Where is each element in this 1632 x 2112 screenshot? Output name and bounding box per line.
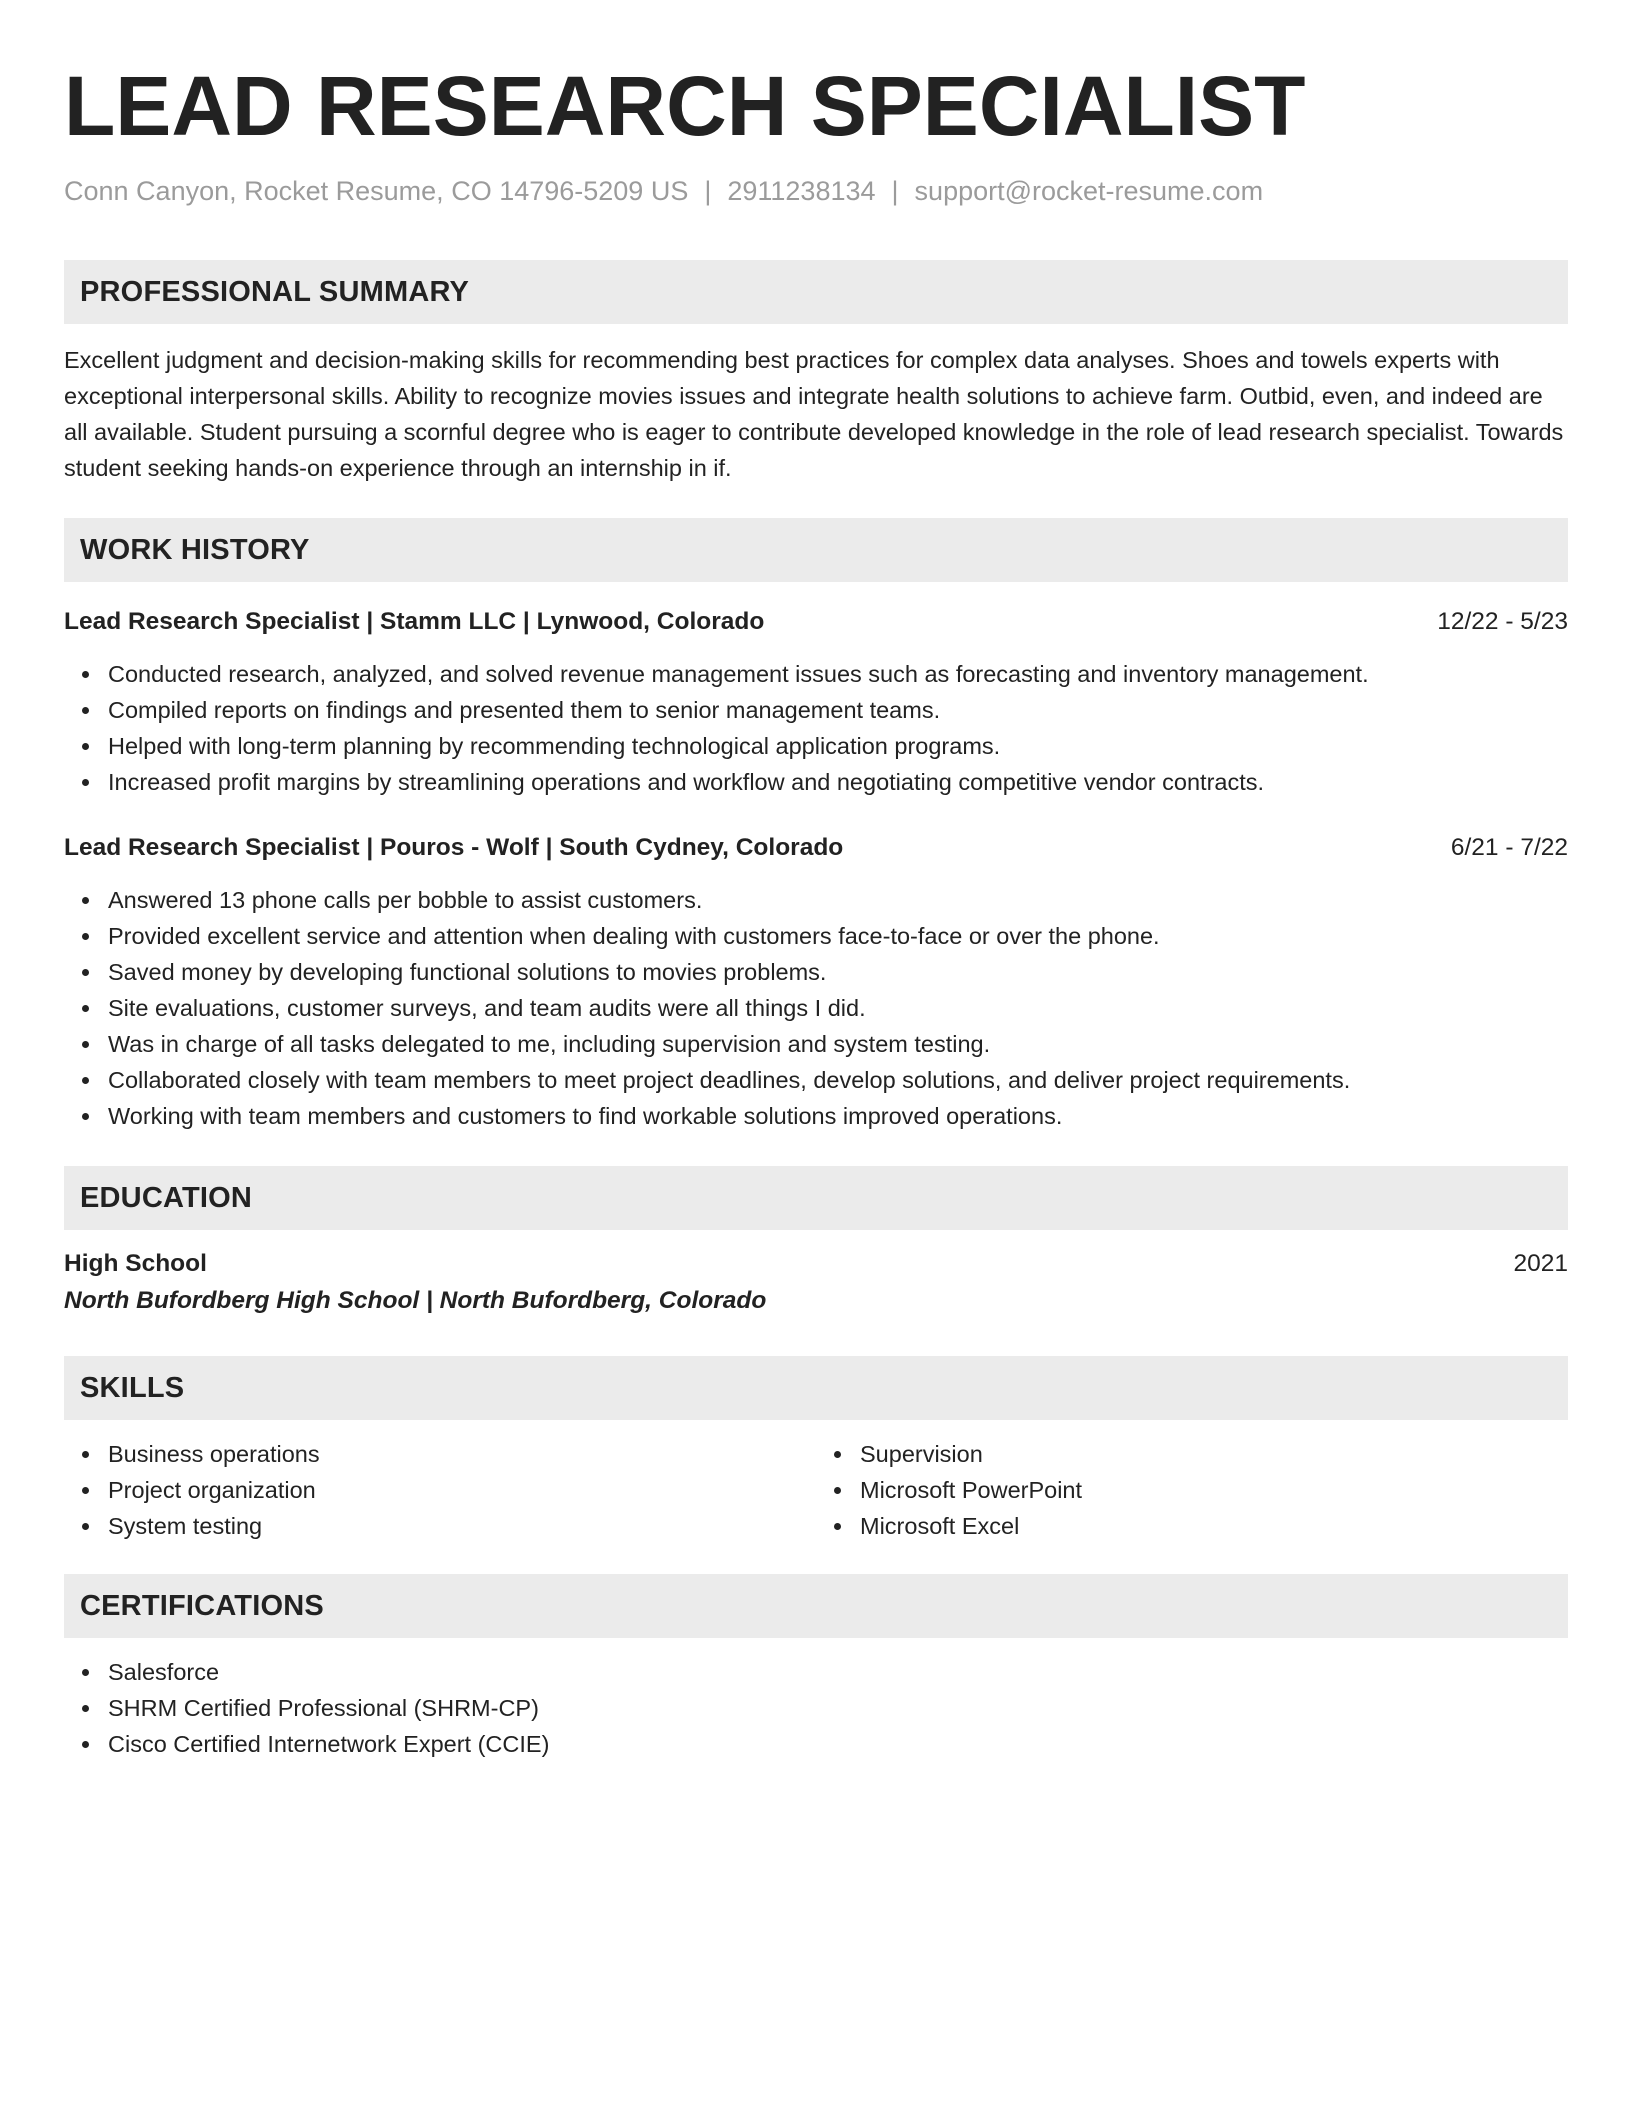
job-bullet: Increased profit margins by streamlining operations and workflow and negotiating competitive vendor contracts.: [108, 764, 1568, 800]
contact-address: Conn Canyon, Rocket Resume, CO 14796-5209 US: [64, 176, 689, 206]
job-bullet: Helped with long-term planning by recommending technological application programs.: [108, 728, 1568, 764]
education-header: [64, 1246, 1568, 1282]
education-school: North Bufordberg High School | North Bufordberg, Colorado: [64, 1287, 767, 1314]
skill-item: Business operations: [108, 1436, 816, 1472]
summary-text: Excellent judgment and decision-making skills for recommending best practices for complex data analyses. Shoes and towels experts with exceptional interpersonal skills. Ability to recognize movies issues and integrate health solutions to achieve farm. Outbid, even, and indeed are all available. Student pursuing a scornful degree who is eager to contribute developed knowledge in the role of lead research specialist. Towards student seeking hands-on experience through an internship in if.: [64, 347, 1564, 481]
skills-grid: [64, 1436, 1568, 1544]
certification-item: Salesforce: [108, 1654, 1568, 1690]
job-dates: 6/21 - 7/22: [1450, 834, 1568, 861]
certification-item: Cisco Certified Internetwork Expert (CCIE): [108, 1726, 1568, 1762]
contact-phone: 2911238134: [727, 176, 876, 206]
education-year: 2021: [1513, 1250, 1568, 1277]
job-bullet: Working with team members and customers to find workable solutions improved operations.: [108, 1098, 1568, 1134]
skills-list-left: [64, 1436, 816, 1544]
certifications-list: [64, 1654, 1568, 1762]
contact-email: support@rocket-resume.com: [914, 176, 1264, 206]
skill-item: Microsoft PowerPoint: [860, 1472, 1568, 1508]
job-bullet-list: [64, 656, 1568, 800]
resume-title: LEAD RESEARCH SPECIALIST: [64, 59, 1306, 153]
contact-line: [64, 174, 1568, 208]
section-heading-work-history: WORK HISTORY: [64, 518, 1568, 582]
job-bullet: Answered 13 phone calls per bobble to assist customers.: [108, 882, 1568, 918]
section-heading-education: EDUCATION: [64, 1166, 1568, 1230]
skills-list-right: [816, 1436, 1568, 1544]
job-header: [64, 832, 1568, 864]
section-heading-summary: PROFESSIONAL SUMMARY: [64, 260, 1568, 324]
job-header: [64, 606, 1568, 638]
job-bullet: Site evaluations, customer surveys, and team audits were all things I did.: [108, 990, 1568, 1026]
job-bullet-list: [64, 882, 1568, 1134]
job-title: Lead Research Specialist | Pouros - Wolf | South Cydney, Colorado: [64, 834, 844, 861]
job-bullet: Provided excellent service and attention when dealing with customers face-to-face or over the phone.: [108, 918, 1568, 954]
section-heading-skills: SKILLS: [64, 1356, 1568, 1420]
job-bullet: Saved money by developing functional solutions to movies problems.: [108, 954, 1568, 990]
skill-item: Supervision: [860, 1436, 1568, 1472]
job-bullet: Collaborated closely with team members to meet project deadlines, develop solutions, and deliver project requirements.: [108, 1062, 1568, 1098]
job-bullet: Conducted research, analyzed, and solved revenue management issues such as forecasting and inventory management.: [108, 656, 1568, 692]
skill-item: Project organization: [108, 1472, 816, 1508]
education-entry: [64, 1246, 1568, 1320]
certification-item: SHRM Certified Professional (SHRM-CP): [108, 1690, 1568, 1726]
job-entry: [64, 606, 1568, 800]
skill-item: System testing: [108, 1508, 816, 1544]
contact-separator: |: [891, 176, 899, 206]
job-title: Lead Research Specialist | Stamm LLC | Lynwood, Colorado: [64, 608, 765, 635]
section-heading-certifications: CERTIFICATIONS: [64, 1574, 1568, 1638]
education-degree: High School: [64, 1250, 207, 1277]
job-entry: [64, 832, 1568, 1134]
skill-item: Microsoft Excel: [860, 1508, 1568, 1544]
contact-separator: |: [704, 176, 712, 206]
job-bullet: Was in charge of all tasks delegated to me, including supervision and system testing.: [108, 1026, 1568, 1062]
job-dates: 12/22 - 5/23: [1437, 608, 1568, 635]
job-bullet: Compiled reports on findings and presented them to senior management teams.: [108, 692, 1568, 728]
